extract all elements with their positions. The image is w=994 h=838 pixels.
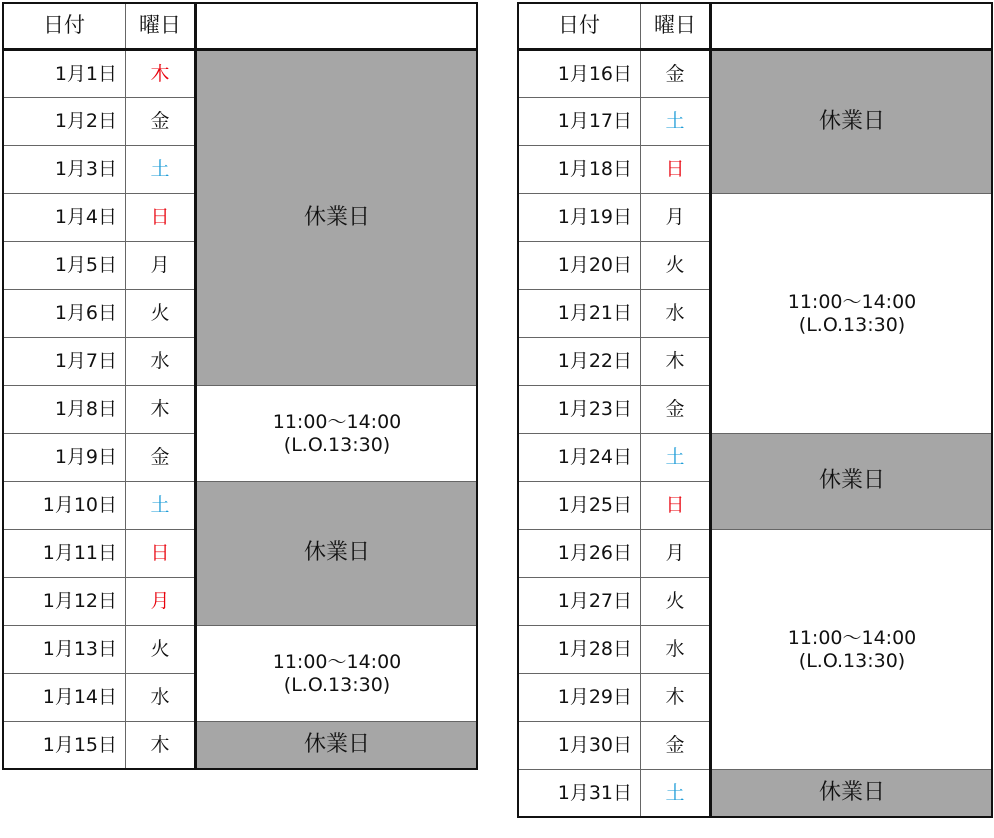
closed-day-cell: 休業日: [196, 482, 478, 626]
date-cell: 1月21日: [518, 290, 641, 338]
weekday-cell: 火: [641, 242, 711, 290]
weekday-cell: 水: [126, 338, 196, 386]
weekday-cell: 日: [641, 482, 711, 530]
date-cell: 1月13日: [3, 626, 126, 674]
last-order-text: (L.O.13:30): [798, 649, 906, 672]
weekday-cell: 火: [126, 290, 196, 338]
date-cell: 1月5日: [3, 242, 126, 290]
date-cell: 1月18日: [518, 146, 641, 194]
schedule-body-left: [3, 50, 478, 770]
weekday-cell: 木: [126, 386, 196, 434]
date-cell: 1月27日: [518, 578, 641, 626]
date-cell: 1月20日: [518, 242, 641, 290]
schedule-body-right: [518, 50, 993, 818]
table-row: [518, 194, 993, 242]
weekday-cell: 金: [641, 386, 711, 434]
weekday-cell: 月: [641, 194, 711, 242]
business-hours-cell: [196, 386, 478, 482]
table-row: [3, 386, 478, 434]
date-cell: 1月16日: [518, 50, 641, 98]
weekday-cell: 水: [126, 674, 196, 722]
weekday-cell: 水: [641, 290, 711, 338]
header-date: 日付: [3, 3, 126, 50]
date-cell: 1月9日: [3, 434, 126, 482]
table-row: [3, 626, 478, 674]
last-order-text: (L.O.13:30): [798, 313, 906, 336]
date-cell: 1月17日: [518, 98, 641, 146]
header-row: [3, 3, 478, 50]
date-cell: 1月11日: [3, 530, 126, 578]
table-row: [3, 50, 478, 98]
weekday-cell: 金: [641, 722, 711, 770]
schedule-table-right: [517, 2, 993, 818]
table-row: [3, 722, 478, 770]
hours-text: 11:00～14:00: [272, 650, 402, 673]
date-cell: 1月7日: [3, 338, 126, 386]
table-row: [3, 482, 478, 530]
header-status: [711, 3, 993, 50]
weekday-cell: 日: [126, 194, 196, 242]
business-hours-cell: [711, 194, 993, 434]
weekday-cell: 日: [641, 146, 711, 194]
date-cell: 1月14日: [3, 674, 126, 722]
weekday-cell: 金: [641, 50, 711, 98]
date-cell: 1月1日: [3, 50, 126, 98]
hours-text: 11:00～14:00: [272, 410, 402, 433]
weekday-cell: 火: [641, 578, 711, 626]
weekday-cell: 月: [126, 578, 196, 626]
last-order-text: (L.O.13:30): [283, 433, 391, 456]
header-weekday: 曜日: [126, 3, 196, 50]
date-cell: 1月6日: [3, 290, 126, 338]
weekday-cell: 月: [126, 242, 196, 290]
date-cell: 1月19日: [518, 194, 641, 242]
weekday-cell: 土: [126, 482, 196, 530]
weekday-cell: 火: [126, 626, 196, 674]
header-date: 日付: [518, 3, 641, 50]
weekday-cell: 木: [641, 674, 711, 722]
weekday-cell: 水: [641, 626, 711, 674]
weekday-cell: 日: [126, 530, 196, 578]
weekday-cell: 土: [641, 98, 711, 146]
date-cell: 1月31日: [518, 770, 641, 818]
weekday-cell: 木: [126, 722, 196, 770]
table-row: [518, 530, 993, 578]
header-weekday: 曜日: [641, 3, 711, 50]
date-cell: 1月26日: [518, 530, 641, 578]
closed-day-cell: 休業日: [196, 50, 478, 386]
weekday-cell: 土: [641, 434, 711, 482]
weekday-cell: 土: [641, 770, 711, 818]
date-cell: 1月30日: [518, 722, 641, 770]
last-order-text: (L.O.13:30): [283, 673, 391, 696]
table-row: [518, 50, 993, 98]
closed-day-cell: 休業日: [711, 770, 993, 818]
date-cell: 1月3日: [3, 146, 126, 194]
weekday-cell: 金: [126, 434, 196, 482]
date-cell: 1月2日: [3, 98, 126, 146]
date-cell: 1月29日: [518, 674, 641, 722]
date-cell: 1月24日: [518, 434, 641, 482]
header-row: [518, 3, 993, 50]
date-cell: 1月12日: [3, 578, 126, 626]
closed-day-cell: 休業日: [711, 434, 993, 530]
weekday-cell: 金: [126, 98, 196, 146]
weekday-cell: 木: [126, 50, 196, 98]
date-cell: 1月25日: [518, 482, 641, 530]
schedule-table-left: [2, 2, 478, 770]
business-hours-cell: [196, 626, 478, 722]
hours-text: 11:00～14:00: [787, 626, 917, 649]
weekday-cell: 木: [641, 338, 711, 386]
date-cell: 1月28日: [518, 626, 641, 674]
hours-text: 11:00～14:00: [787, 290, 917, 313]
date-cell: 1月15日: [3, 722, 126, 770]
date-cell: 1月10日: [3, 482, 126, 530]
date-cell: 1月23日: [518, 386, 641, 434]
date-cell: 1月4日: [3, 194, 126, 242]
table-row: [518, 770, 993, 818]
date-cell: 1月22日: [518, 338, 641, 386]
business-hours-cell: [711, 530, 993, 770]
weekday-cell: 月: [641, 530, 711, 578]
table-row: [518, 434, 993, 482]
weekday-cell: 土: [126, 146, 196, 194]
date-cell: 1月8日: [3, 386, 126, 434]
closed-day-cell: 休業日: [711, 50, 993, 194]
closed-day-cell: 休業日: [196, 722, 478, 770]
header-status: [196, 3, 478, 50]
